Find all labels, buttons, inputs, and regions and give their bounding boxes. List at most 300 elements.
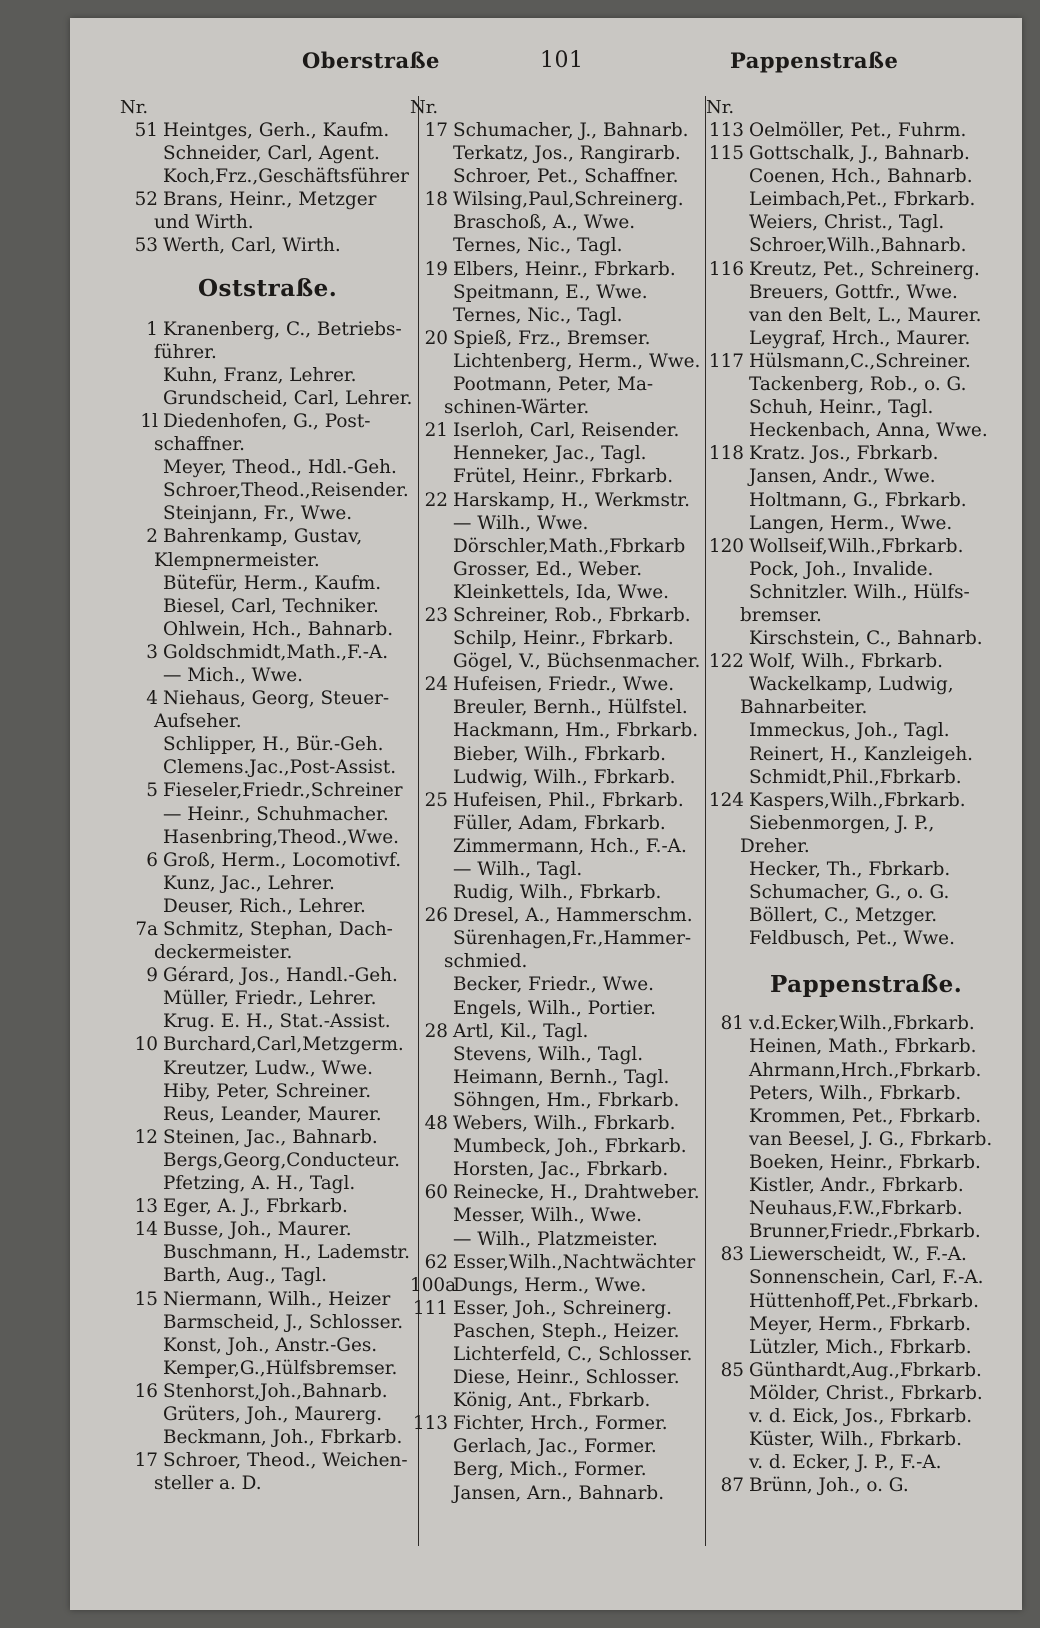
house-number [120,1241,163,1264]
resident-text: Dreher. [740,835,810,857]
directory-entry [120,188,460,211]
directory-entry [410,973,710,996]
house-number [706,812,749,835]
directory-entry [120,779,460,802]
street-heading: Oststraße. [198,274,338,302]
directory-entry [706,1012,1006,1035]
directory-entry [706,1382,1006,1405]
house-number [120,803,163,826]
resident-text: van Beesel, J. G., Fbrkarb. [749,1128,993,1150]
directory-entry [410,1112,710,1135]
entry-continuation [120,941,460,964]
directory-entry [410,1089,710,1112]
entry-continuation [706,696,1006,719]
house-number [120,142,163,165]
house-number [410,627,453,650]
house-number [120,1057,163,1080]
house-number: 48 [424,1113,448,1135]
house-number [120,987,163,1010]
resident-text: Hasenbring,Theod.,Wwe. [163,826,399,848]
resident-text: Weiers, Christ., Tagl. [749,212,945,234]
directory-entry [706,581,1006,604]
resident-text: Schuh, Heinr., Tagl. [749,397,934,419]
resident-text: Webers, Wilh., Fbrkarb. [453,1113,676,1135]
street-heading: Pappenstraße. [770,971,963,999]
resident-text: Jansen, Arn., Bahnarb. [453,1482,665,1504]
directory-entry [706,442,1006,465]
resident-text: Lichterfeld, C., Schlosser. [453,1343,693,1365]
directory-entry [120,987,460,1010]
directory-entry [706,281,1006,304]
house-number [706,1266,749,1289]
directory-entry [410,142,710,165]
house-number [706,1220,749,1243]
directory-entry [706,1428,1006,1451]
directory-entry [120,618,460,641]
directory-entry [120,1195,460,1218]
resident-text: Schumacher, G., o. G. [749,882,950,904]
resident-text: Mölder, Christ., Fbrkarb. [749,1382,983,1404]
directory-entry [706,512,1006,535]
resident-text: Aufseher. [154,711,242,733]
directory-entry [706,327,1006,350]
resident-text: Ohlwein, Hch., Bahnarb. [163,618,394,640]
resident-text: Kunz, Jac., Lehrer. [163,872,335,894]
directory-entry [410,304,710,327]
entry-continuation [410,396,710,419]
resident-text: Stenhorst,Joh.,Bahnarb. [163,1380,388,1402]
resident-text: Leygraf, Hrch., Maurer. [749,327,971,349]
directory-entry [706,881,1006,904]
resident-text: Ahrmann,Hrch.,Fbrkarb. [749,1059,982,1081]
directory-entry [410,350,710,373]
resident-text: Bahrenkamp, Gustav, [163,526,363,548]
directory-entry [410,696,710,719]
resident-text: Biesel, Carl, Techniker. [163,595,379,617]
house-number: 51 [134,120,158,141]
resident-text: und Wirth. [154,212,254,234]
resident-text: Rudig, Wilh., Fbrkarb. [453,882,662,904]
directory-entry [410,812,710,835]
resident-text: Wackelkamp, Ludwig, [749,674,954,696]
house-number: 83 [720,1244,744,1266]
resident-text: Schmidt,Phil.,Fbrkarb. [749,766,962,788]
resident-text: Werth, Carl, Wirth. [163,235,341,257]
resident-text: Goldschmidt,Math.,F.-A. [163,641,389,663]
directory-entry [706,1336,1006,1359]
directory-entry [706,1059,1006,1082]
house-number [120,1010,163,1033]
directory-entry [120,872,460,895]
house-number [120,895,163,918]
directory-entry [120,1449,460,1472]
house-number [120,1334,163,1357]
directory-entry [410,1297,710,1320]
house-number [706,1313,749,1336]
resident-text: Schroer,Theod.,Reisender. [163,480,409,502]
resident-text: Becker, Friedr., Wwe. [453,974,654,996]
directory-entry [120,918,460,941]
resident-text: Holtmann, G., Fbrkarb. [749,489,967,511]
resident-text: Meyer, Herm., Fbrkarb. [749,1313,971,1335]
house-number [410,881,453,904]
resident-text: Speitmann, E., Wwe. [453,281,648,303]
resident-text: Fichter, Hrch., Former. [453,1413,668,1435]
directory-entry [706,1243,1006,1266]
house-number [410,1158,453,1181]
directory-entry [410,188,710,211]
directory-entry [410,1181,710,1204]
resident-text: Dungs, Herm., Wwe. [453,1274,647,1296]
resident-text: schmied. [444,951,528,973]
resident-text: Sürenhagen,Fr.,Hammer- [453,928,692,950]
directory-entry [706,489,1006,512]
house-number: 5 [146,780,158,802]
resident-text: Liewerscheidt, W., F.-A. [749,1244,967,1266]
resident-text: Buschmann, H., Lademstr. [163,1242,411,1264]
resident-text: Braschoß, A., Wwe. [453,212,636,234]
resident-text: v.d.Ecker,Wilh.,Fbrkarb. [749,1013,975,1035]
directory-entry [706,1451,1006,1474]
resident-text: Wilsing,Paul,Schreinerg. [453,189,684,211]
house-number [706,281,749,304]
resident-text: Koch,Frz.,Geschäftsführer [163,166,409,188]
house-number [120,364,163,387]
house-number [706,1128,749,1151]
house-number [120,456,163,479]
resident-text: Siebenmorgen, J. P., [749,812,935,834]
house-number: 2 [146,526,158,548]
resident-text: Barmscheid, J., Schlosser. [163,1311,404,1333]
resident-text: Reinecke, H., Drahtweber. [453,1182,700,1204]
resident-text: Gerlach, Jac., Former. [453,1436,657,1458]
resident-text: Grüters, Joh., Maurerg. [163,1403,383,1425]
house-number [410,1204,453,1227]
house-number [706,165,749,188]
directory-entry [706,258,1006,281]
directory-entry [706,1082,1006,1105]
resident-text: Schreiner, Rob., Fbrkarb. [453,604,691,626]
house-number: 81 [720,1013,744,1035]
resident-text: Böllert, C., Metzger. [749,905,938,927]
resident-text: Feldbusch, Pet., Wwe. [749,928,955,950]
entry-continuation [706,835,1006,858]
resident-text: Heckenbach, Anna, Wwe. [749,420,988,442]
resident-text: Lichtenberg, Herm., Wwe. [453,350,701,372]
house-number: 7a [135,919,158,940]
house-number: 28 [424,1020,448,1042]
entry-continuation [120,549,460,572]
house-number [706,419,749,442]
resident-text: Klempnermeister. [154,549,320,571]
house-number [410,858,453,881]
resident-text: Wolf, Wilh., Fbrkarb. [749,651,944,673]
house-number [410,512,453,535]
house-number [410,743,453,766]
resident-text: Kemper,G.,Hülfsbremser. [163,1357,398,1379]
directory-entry [410,489,710,512]
resident-text: Bieber, Wilh., Fbrkarb. [453,743,666,765]
resident-text: Reinert, H., Kanzleigeh. [749,743,974,765]
directory-entry [706,119,1006,142]
directory-entry [120,641,460,664]
house-number: 12 [134,1126,158,1148]
resident-text: Elbers, Heinr., Fbrkarb. [453,258,676,280]
directory-entry [120,803,460,826]
directory-entry [120,234,460,257]
directory-entry [706,627,1006,650]
house-number [120,572,163,595]
resident-text: Harskamp, H., Werkmstr. [453,489,690,511]
house-number: 23 [424,604,448,626]
house-number [410,1389,453,1412]
directory-entry [410,442,710,465]
directory-entry [706,766,1006,789]
resident-text: Barth, Aug., Tagl. [163,1265,327,1287]
resident-text: Küster, Wilh., Fbrkarb. [749,1429,962,1451]
resident-text: Lützler, Mich., Fbrkarb. [749,1336,972,1358]
header-street-right: Pappenstraße [730,48,899,73]
house-number [706,1174,749,1197]
resident-text: Grosser, Ed., Weber. [453,558,643,580]
directory-entry [120,456,460,479]
directory-entry [120,1426,460,1449]
house-number [706,396,749,419]
resident-text: — Wilh., Wwe. [453,512,589,534]
directory-entry [120,364,460,387]
house-number [706,858,749,881]
resident-text: Pfetzing, A. H., Tagl. [163,1173,356,1195]
house-number: 10 [134,1034,158,1056]
resident-text: Hufeisen, Phil., Fbrkarb. [453,789,684,811]
resident-text: Schroer, Pet., Schaffner. [453,166,679,188]
house-number: 1l [140,410,158,432]
resident-text: Schilp, Heinr., Fbrkarb. [453,628,674,650]
directory-entry [706,165,1006,188]
resident-text: Berg, Mich., Former. [453,1459,647,1481]
directory-entry [120,1057,460,1080]
directory-entry [410,1366,710,1389]
resident-text: Horsten, Jac., Fbrkarb. [453,1159,669,1181]
house-number [120,479,163,502]
page-number: 101 [540,48,584,73]
house-number: 22 [424,489,448,511]
resident-text: Gérard, Jos., Handl.-Geh. [163,965,398,987]
house-number [410,1320,453,1343]
house-number: 113 [412,1413,448,1435]
house-number [706,188,749,211]
house-number: 85 [720,1359,744,1381]
resident-text: Pootmann, Peter, Ma- [453,374,654,396]
directory-entry [410,234,710,257]
resident-text: Schneider, Carl, Agent. [163,143,380,165]
resident-text: Stevens, Wilh., Tagl. [453,1043,644,1065]
house-number [410,1066,453,1089]
resident-text: Oelmöller, Pet., Fuhrm. [749,120,967,141]
directory-entry [410,1435,710,1458]
house-number: 118 [708,443,744,465]
house-number [410,927,453,950]
house-number [410,719,453,742]
resident-text: Kistler, Andr., Fbrkarb. [749,1175,964,1197]
house-number [410,304,453,327]
directory-entry [120,1103,460,1126]
resident-text: Kreutz, Pet., Schreinerg. [749,258,980,280]
house-number: 21 [424,420,448,442]
directory-entry [410,211,710,234]
directory-entry [120,387,460,410]
resident-text: Kuhn, Franz, Lehrer. [163,364,357,386]
house-number [120,502,163,525]
directory-entry [120,1311,460,1334]
house-number [410,650,453,673]
house-number: 52 [134,189,158,211]
house-number [120,826,163,849]
house-number [120,1149,163,1172]
directory-entry [706,1197,1006,1220]
house-number [120,1172,163,1195]
directory-entry [706,719,1006,742]
house-number [410,766,453,789]
house-number [706,489,749,512]
directory-entry [120,119,460,142]
directory-entry [410,881,710,904]
directory-entry [706,1359,1006,1382]
house-number [410,1043,453,1066]
directory-entry [120,1380,460,1403]
resident-text: Hüttenhoff,Pet.,Fbrkarb. [749,1290,979,1312]
directory-entry [706,1035,1006,1058]
directory-entry [120,1403,460,1426]
directory-entry [706,211,1006,234]
directory-entry [410,997,710,1020]
house-number [410,281,453,304]
nr-label: Nr. [120,97,149,118]
resident-text: Frütel, Heinr., Fbrkarb. [453,466,674,488]
directory-entry [410,535,710,558]
resident-text: Kirschstein, C., Bahnarb. [749,628,983,650]
directory-entry [410,835,710,858]
directory-entry [120,479,460,502]
resident-text: Söhngen, Hm., Fbrkarb. [453,1089,680,1111]
house-number [410,211,453,234]
entry-continuation [120,710,460,733]
column-1 [120,96,460,1495]
directory-entry [120,572,460,595]
resident-text: Schnitzler. Wilh., Hülfs- [749,581,970,603]
resident-text: Henneker, Jac., Tagl. [453,443,647,465]
house-number: 19 [424,258,448,280]
house-number [706,1336,749,1359]
resident-text: Kreutzer, Ludw., Wwe. [163,1057,373,1079]
resident-text: Gögel, V., Büchsenmacher. [453,651,701,673]
nr-label: Nr. [410,97,439,118]
resident-text: Ludwig, Wilh., Fbrkarb. [453,766,676,788]
house-number: 9 [146,965,158,987]
resident-text: Terkatz, Jos., Rangirarb. [453,143,681,165]
house-number: 14 [134,1219,158,1241]
house-number [120,733,163,756]
resident-text: Schroer,Wilh.,Bahnarb. [749,235,967,257]
house-number [120,1426,163,1449]
directory-entry [410,119,710,142]
resident-text: Sonnenschein, Carl, F.-A. [749,1267,984,1289]
house-number [706,234,749,257]
resident-text: van den Belt, L., Maurer. [749,304,982,326]
house-number: 1 [146,318,158,340]
directory-entry [120,1334,460,1357]
resident-text: Beckmann, Joh., Fbrkarb. [163,1427,403,1449]
directory-entry [120,502,460,525]
directory-entry [706,373,1006,396]
house-number: 120 [708,535,744,557]
directory-entry [120,525,460,548]
resident-text: Schmitz, Stephan, Dach- [163,919,393,940]
directory-entry [120,1033,460,1056]
directory-entry [410,766,710,789]
resident-text: führer. [154,341,217,363]
resident-text: v. d. Eick, Jos., Fbrkarb. [749,1405,973,1427]
resident-text: Ternes, Nic., Tagl. [453,235,623,257]
house-number [120,872,163,895]
resident-text: Hackmann, Hm., Fbrkarb. [453,720,699,742]
house-number: 17 [134,1450,158,1472]
resident-text: Langen, Herm., Wwe. [749,512,953,534]
directory-entry [410,1135,710,1158]
house-number: 60 [424,1182,448,1204]
resident-text: Immeckus, Joh., Tagl. [749,720,950,742]
directory-entry [706,1105,1006,1128]
directory-entry [120,165,460,188]
house-number [706,766,749,789]
house-number [706,743,749,766]
resident-text: Paschen, Steph., Heizer. [453,1320,680,1342]
house-number [706,1290,749,1313]
directory-entry [120,1126,460,1149]
directory-entry [120,849,460,872]
house-number [706,627,749,650]
directory-entry [706,927,1006,950]
directory-entry [410,1228,710,1251]
directory-entry [410,673,710,696]
house-number [410,442,453,465]
house-number [410,465,453,488]
directory-entry [410,1204,710,1227]
resident-text: Heimann, Bernh., Tagl. [453,1066,670,1088]
directory-entry [410,1320,710,1343]
directory-entry [120,687,460,710]
house-number [410,1458,453,1481]
house-number [706,719,749,742]
house-number [706,881,749,904]
resident-text: Coenen, Hch., Bahnarb. [749,166,973,188]
resident-text: Wollseif,Wilh.,Fbrkarb. [749,535,964,557]
resident-text: Pock, Joh., Invalide. [749,558,934,580]
house-number [706,1082,749,1105]
directory-entry [410,1251,710,1274]
directory-entry [410,1482,710,1505]
directory-entry [706,1174,1006,1197]
directory-entry [706,188,1006,211]
directory-entry [706,812,1006,835]
resident-text: Kratz. Jos., Fbrkarb. [749,443,939,465]
house-number [706,1382,749,1405]
resident-text: Esser, Joh., Schreinerg. [453,1297,672,1319]
entry-continuation [706,604,1006,627]
column-2 [410,96,710,1505]
directory-entry [706,396,1006,419]
directory-entry [706,1405,1006,1428]
